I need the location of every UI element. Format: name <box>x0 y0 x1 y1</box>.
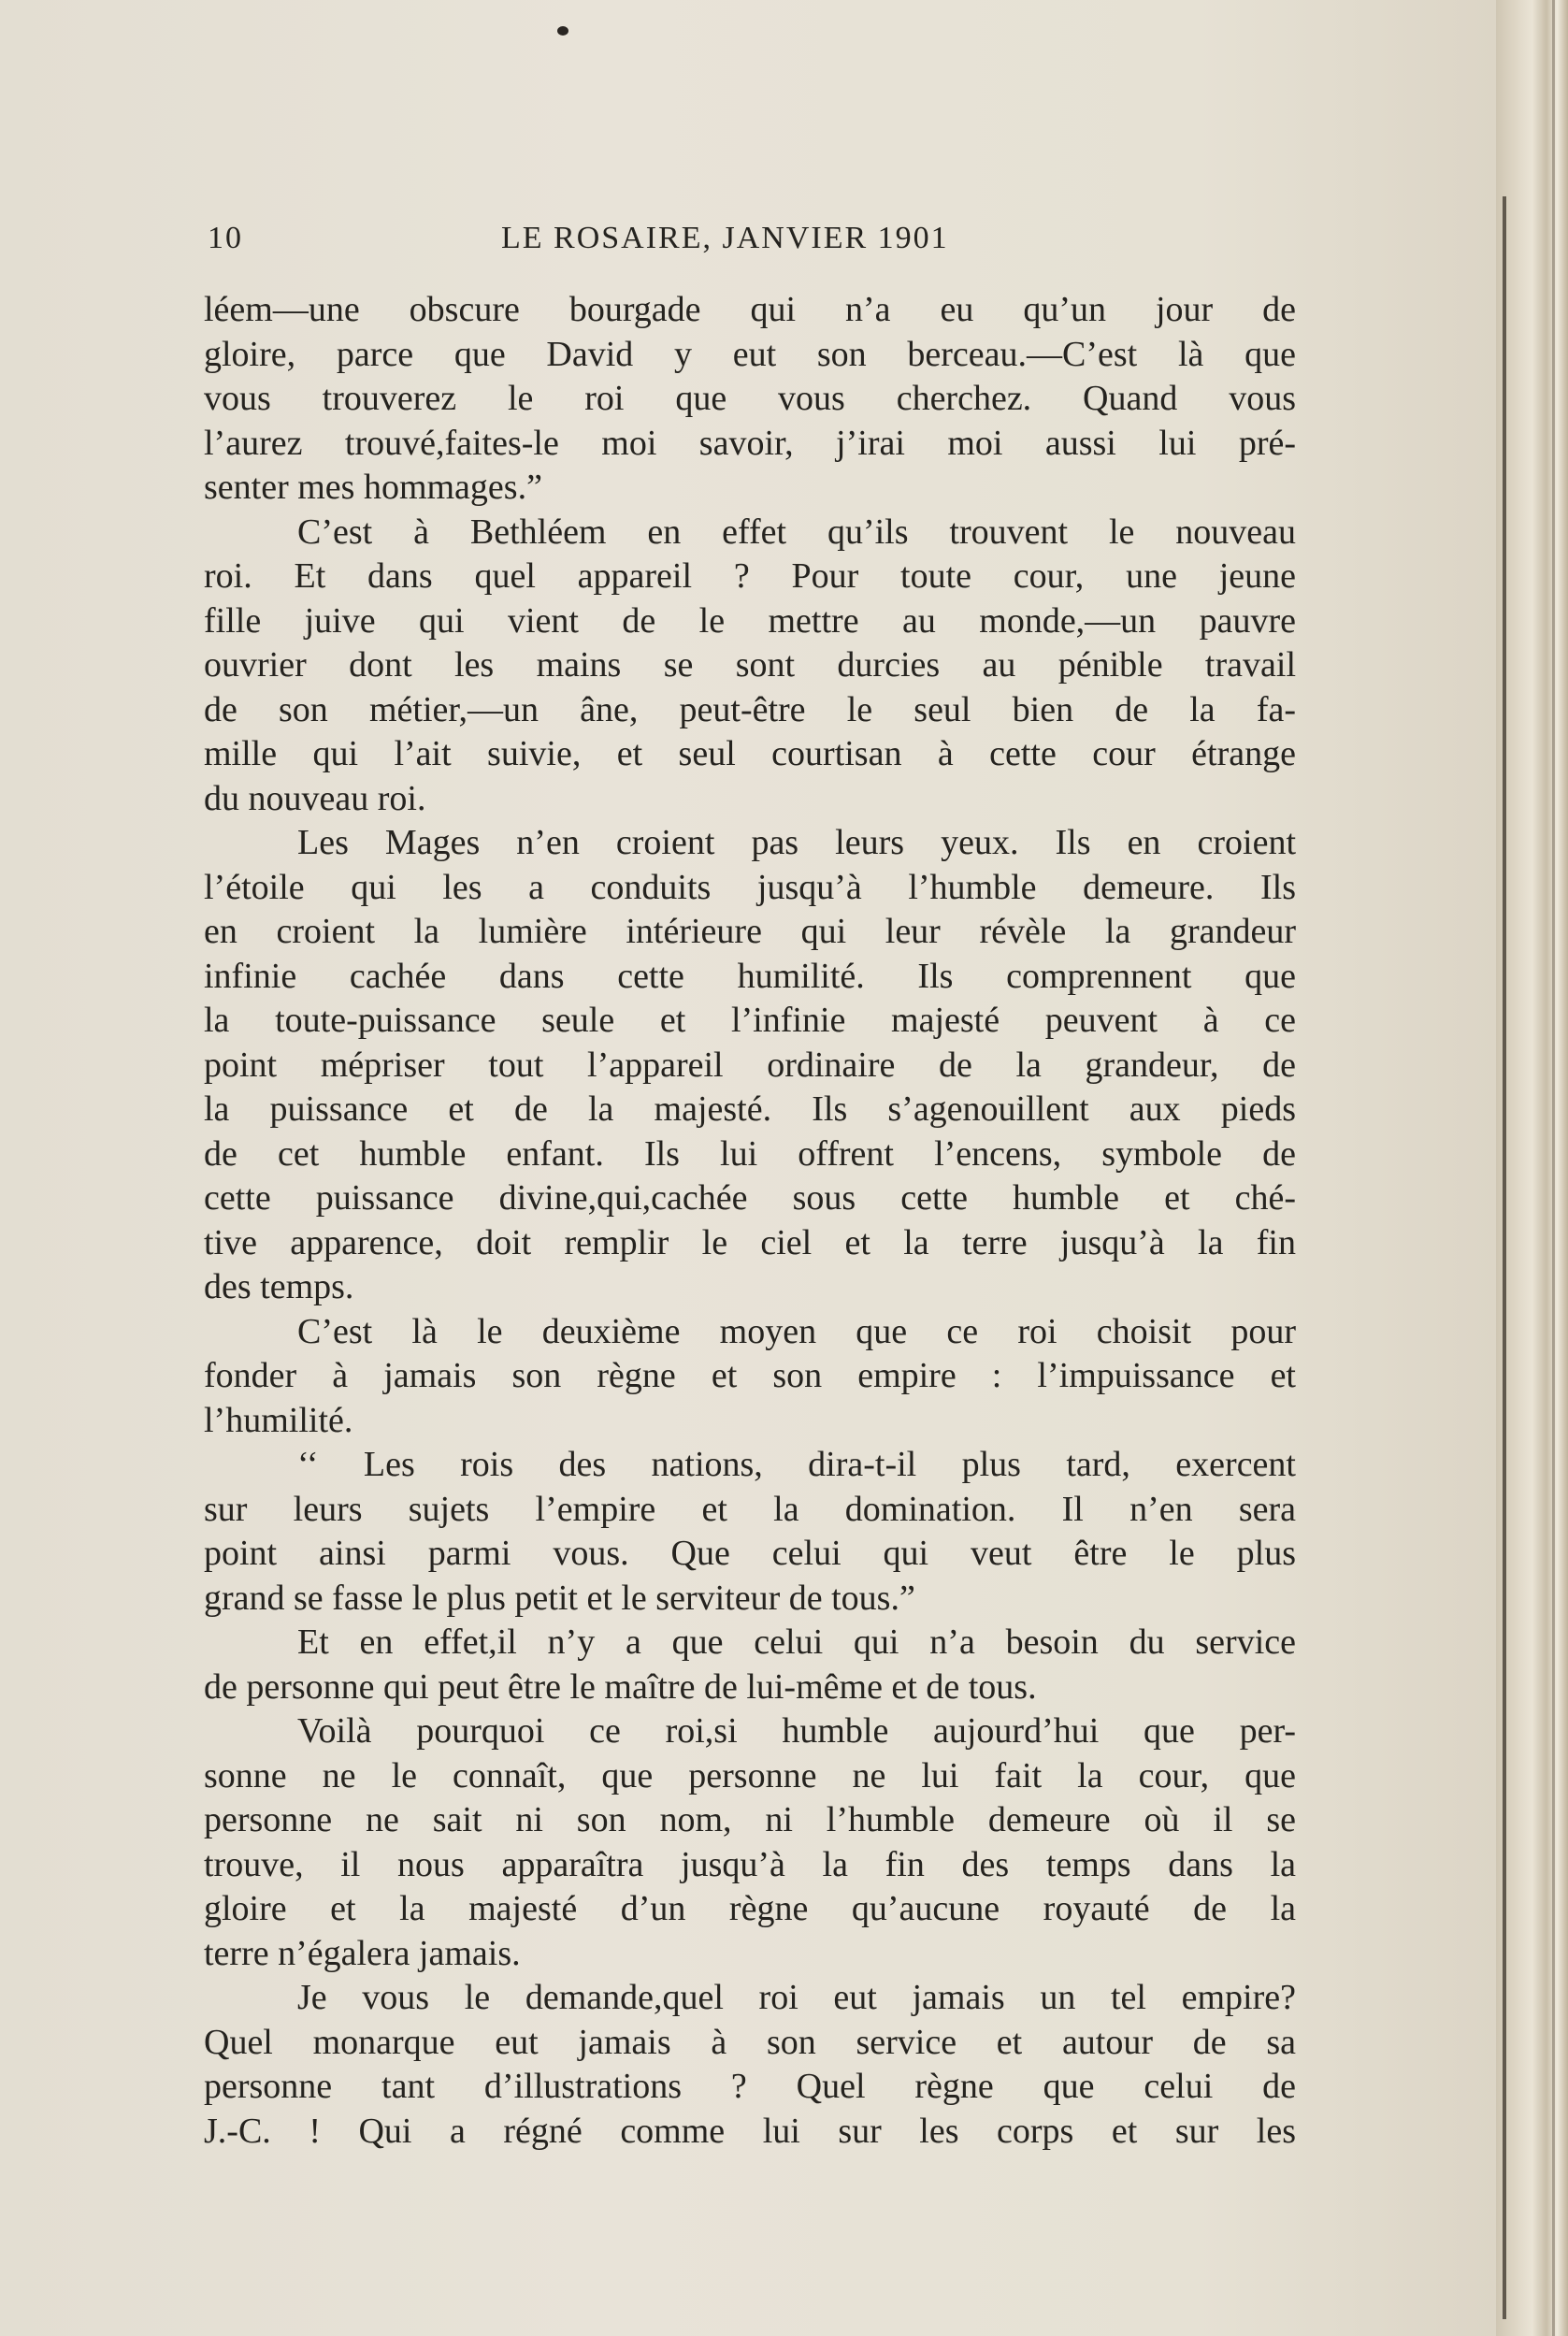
text-line: de cet humble enfant. Ils lui offrent l’encens, symbole de <box>204 1133 1296 1174</box>
running-title: LE ROSAIRE, JANVIER 1901 <box>501 221 949 255</box>
text-line: fonder à jamais son règne et son empire : l’impuissance et <box>204 1356 1296 1395</box>
text-line: la puissance et de la majesté. Ils s’agenouillent aux pieds <box>204 1089 1296 1129</box>
text-line: J.-C. ! Qui a régné comme lui sur les corps et sur les <box>204 2111 1296 2151</box>
binding-line-outer <box>1552 0 1555 2336</box>
text-line: gloire, parce que David y eut son berceau.—C’est là que <box>204 334 1296 374</box>
body-text <box>204 288 1296 2154</box>
text-line: cette puissance divine,qui,cachée sous cette humble et ché- <box>204 1178 1296 1218</box>
text-line: mille qui l’ait suivie, et seul courtisan à cette cour étrange <box>204 734 1296 773</box>
text-line: C’est là le deuxième moyen que ce roi choisit pour <box>297 1311 1296 1351</box>
text-line: gloire et la majesté d’un règne qu’aucune royauté de la <box>204 1889 1296 1928</box>
running-header <box>204 213 1008 260</box>
text-line: point mépriser tout l’appareil ordinaire de la grandeur, de <box>204 1045 1296 1085</box>
text-line: l’étoile qui les a conduits jusqu’à l’humble demeure. Ils <box>204 867 1296 907</box>
text-line: fille juive qui vient de le mettre au monde,—un pauvre <box>204 600 1296 641</box>
text-line: ouvrier dont les mains se sont durcies au pénible travail <box>204 645 1296 685</box>
text-line: infinie cachée dans cette humilité. Ils comprennent que <box>204 956 1296 996</box>
text-line: personne tant d’illustrations ? Quel règne que celui de <box>204 2067 1296 2106</box>
text-line: personne ne sait ni son nom, ni l’humble demeure où il se <box>204 1800 1296 1839</box>
text-line: Voilà pourquoi ce roi,si humble aujourd’hui que per- <box>297 1711 1296 1751</box>
text-line: sur leurs sujets l’empire et la domination. Il n’en sera <box>204 1489 1296 1529</box>
text-line: vous trouverez le roi que vous cherchez. Quand vous <box>204 379 1296 418</box>
text-line: sonne ne le connaît, que personne ne lui fait la cour, que <box>204 1755 1296 1795</box>
text-line: terre n’égalera jamais. <box>204 1933 521 1973</box>
text-line: trouve, il nous apparaîtra jusqu’à la fin des temps dans la <box>204 1844 1296 1884</box>
text-line: la toute-puissance seule et l’infinie majesté peuvent à ce <box>204 1001 1296 1040</box>
text-line: senter mes hommages.” <box>204 468 542 507</box>
text-line: de son métier,—un âne, peut-être le seul bien de la fa- <box>204 689 1296 729</box>
text-line: en croient la lumière intérieure qui leur révèle la grandeur <box>204 912 1296 951</box>
text-line: C’est à Bethléem en effet qu’ils trouvent le nouveau <box>297 512 1296 552</box>
binding-line <box>1503 196 1506 2319</box>
text-line: tive apparence, doit remplir le ciel et la terre jusqu’à la fin <box>204 1222 1296 1262</box>
text-line: Je vous le demande,quel roi eut jamais un tel empire? <box>297 1978 1296 2017</box>
text-line: grand se fasse le plus petit et le serviteur de tous.” <box>204 1578 915 1618</box>
text-line: léem—une obscure bourgade qui n’a eu qu’un jour de <box>204 290 1296 329</box>
text-line: de personne qui peut être le maître de lui-même et de tous. <box>204 1666 1037 1707</box>
text-line: ‘‘ Les rois des nations, dira-t-il plus tard, exercent <box>297 1445 1296 1484</box>
page-number: 10 <box>208 221 243 255</box>
page-edge <box>1496 0 1568 2336</box>
ink-mark <box>557 26 568 36</box>
text-line: point ainsi parmi vous. Que celui qui veut être le plus <box>204 1534 1296 1573</box>
text-line: roi. Et dans quel appareil ? Pour toute cour, une jeune <box>204 556 1296 596</box>
text-line: Et en effet,il n’y a que celui qui n’a besoin du service <box>297 1622 1296 1662</box>
text-line: l’humilité. <box>204 1400 353 1440</box>
text-line: l’aurez trouvé,faites-le moi savoir, j’irai moi aussi lui pré- <box>204 423 1296 463</box>
text-line: des temps. <box>204 1267 354 1306</box>
text-line: Quel monarque eut jamais à son service et autour de sa <box>204 2022 1296 2062</box>
text-line: du nouveau roi. <box>204 778 426 818</box>
text-line: Les Mages n’en croient pas leurs yeux. Ils en croient <box>297 823 1296 862</box>
